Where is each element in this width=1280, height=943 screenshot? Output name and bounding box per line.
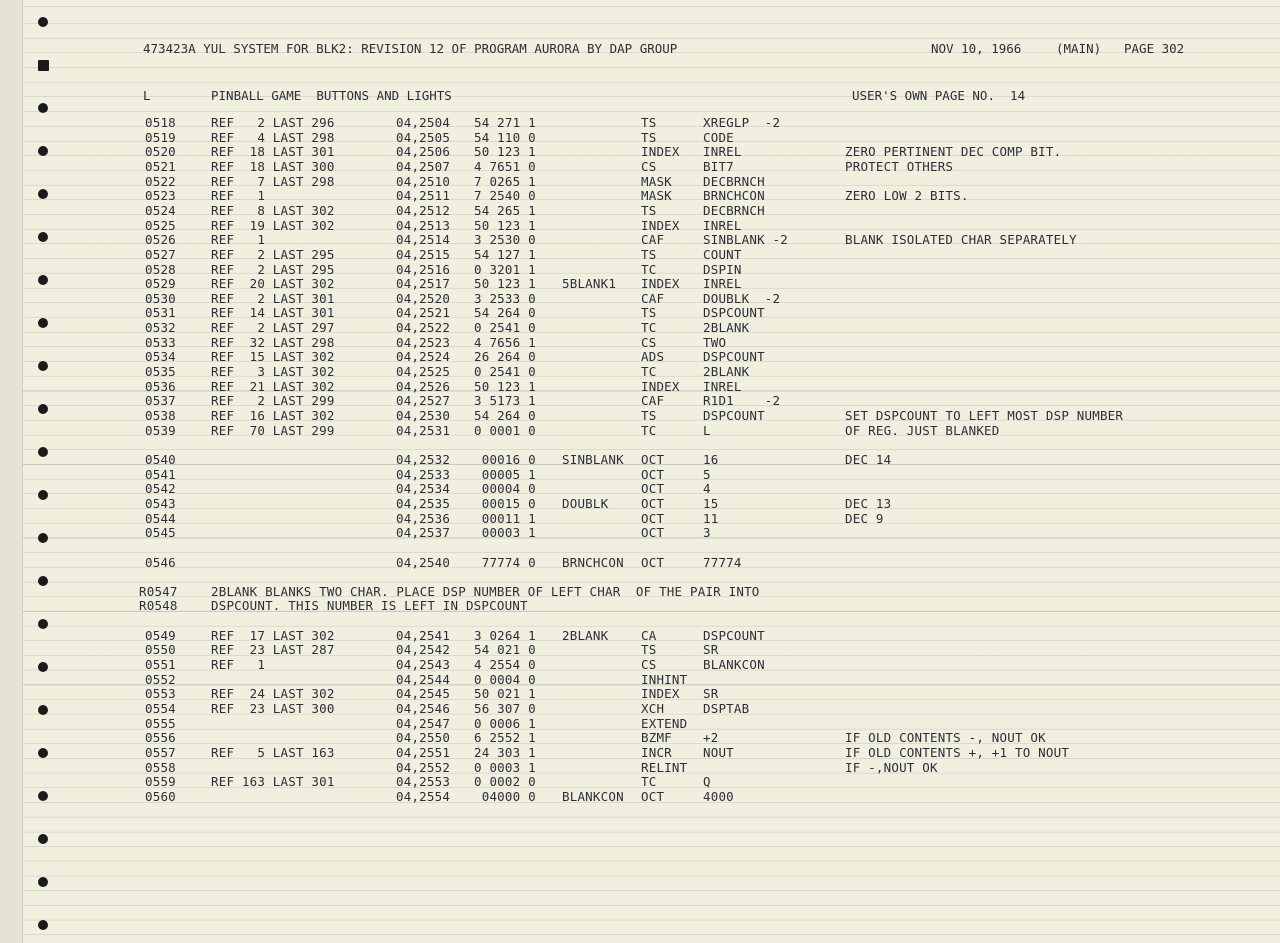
sprocket-hole-icon: [38, 189, 48, 199]
line-number: R0548: [139, 598, 178, 614]
object-code: 0 0004 0: [474, 671, 536, 687]
reference: REF 7 LAST 298: [211, 173, 335, 189]
sprocket-hole-icon: [38, 533, 48, 543]
line-number: 0545: [145, 525, 176, 541]
operand: DSPTAB: [703, 701, 750, 716]
line-number: 0556: [145, 730, 176, 746]
remark-text: 2BLANK BLANKS TWO CHAR. PLACE DSP NUMBER OF LEFT CHAR OF THE PAIR INTO: [211, 583, 760, 599]
operand: R1D1 -2: [703, 393, 781, 409]
operand: 4000: [703, 788, 734, 804]
address: 04,2544: [396, 671, 451, 687]
opcode: TS: [641, 202, 657, 218]
object-code: 00004 0: [474, 481, 536, 497]
line-number: R0547: [139, 583, 178, 599]
address: 04,2506: [396, 144, 451, 160]
reference: REF 15 LAST 302: [211, 349, 335, 365]
comment: DEC 9: [845, 510, 884, 526]
reference: REF 2 LAST 297: [211, 320, 335, 336]
address: 04,2532: [396, 451, 451, 467]
reference: REF 3 LAST 302: [211, 364, 335, 380]
address: 04,2527: [396, 393, 451, 409]
opcode: BZMF: [641, 730, 672, 746]
label: SINBLANK: [562, 451, 624, 467]
address: 04,2522: [396, 320, 451, 336]
reference: REF 1: [211, 188, 266, 204]
object-code: 54 021 0: [474, 642, 536, 658]
object-code: 4 7656 1: [474, 334, 536, 350]
object-code: 0 0006 1: [474, 715, 536, 731]
sprocket-hole-icon: [38, 404, 48, 414]
opcode: CS: [641, 334, 657, 350]
line-number: 0518: [145, 115, 176, 130]
operand: DSPCOUNT: [703, 349, 765, 365]
object-code: 50 123 1: [474, 276, 536, 292]
address: 04,2516: [396, 261, 451, 277]
header-section: (MAIN): [1056, 41, 1102, 56]
opcode: MASK: [641, 173, 672, 189]
address: 04,2520: [396, 290, 451, 306]
operand: L: [703, 422, 711, 438]
line-number: 0531: [145, 305, 176, 321]
line-number: 0525: [145, 217, 176, 233]
opcode: RELINT: [641, 759, 688, 775]
opcode: OCT: [641, 510, 665, 526]
operand: DECBRNCH: [703, 202, 765, 218]
opcode: TS: [641, 129, 657, 145]
operand: DSPCOUNT: [703, 305, 765, 321]
opcode: OCT: [641, 525, 665, 541]
line-number: 0551: [145, 657, 176, 673]
reference: REF 70 LAST 299: [211, 422, 335, 438]
reference: REF 18 LAST 301: [211, 144, 335, 160]
sprocket-hole-icon: [38, 146, 48, 156]
opcode: INDEX: [641, 144, 680, 160]
address: 04,2554: [396, 788, 451, 804]
reference: REF 20 LAST 302: [211, 276, 335, 292]
object-code: 7 0265 1: [474, 173, 536, 189]
address: 04,2535: [396, 495, 451, 511]
line-number: 0560: [145, 788, 176, 804]
address: 04,2547: [396, 715, 451, 731]
line-number: 0529: [145, 276, 176, 292]
operand: INREL: [703, 378, 742, 394]
comment: BLANK ISOLATED CHAR SEPARATELY: [845, 232, 1077, 248]
address: 04,2534: [396, 481, 451, 497]
opcode: XCH: [641, 701, 665, 716]
sprocket-hole-icon: [38, 275, 48, 285]
address: 04,2525: [396, 364, 451, 380]
user-page-number: USER'S OWN PAGE NO. 14: [852, 88, 1026, 103]
sprocket-hole-icon: [38, 361, 48, 371]
reference: REF 163 LAST 301: [211, 774, 335, 790]
opcode: OCT: [641, 451, 665, 467]
operand: DSPIN: [703, 261, 742, 277]
opcode: ADS: [641, 349, 665, 365]
operand: TWO: [703, 334, 727, 350]
line-number: 0534: [145, 349, 176, 365]
address: 04,2537: [396, 525, 451, 541]
comment: PROTECT OTHERS: [845, 158, 954, 174]
opcode: OCT: [641, 788, 665, 804]
opcode: MASK: [641, 188, 672, 204]
object-code: 77774 0: [474, 554, 536, 570]
reference: REF 18 LAST 300: [211, 158, 335, 174]
reference: REF 1: [211, 657, 266, 673]
sprocket-hole-icon: [38, 103, 48, 113]
line-number: 0521: [145, 158, 176, 174]
address: 04,2526: [396, 378, 451, 394]
object-code: 3 2533 0: [474, 290, 536, 306]
object-code: 50 123 1: [474, 217, 536, 233]
sprocket-hole-icon: [38, 791, 48, 801]
reference: REF 23 LAST 300: [211, 701, 335, 716]
object-code: 0 0002 0: [474, 774, 536, 790]
comment: IF OLD CONTENTS +, +1 TO NOUT: [845, 744, 1070, 760]
operand: COUNT: [703, 246, 742, 262]
address: 04,2551: [396, 744, 451, 760]
object-code: 00016 0: [474, 451, 536, 467]
object-code: 24 303 1: [474, 744, 536, 760]
opcode: INDEX: [641, 217, 680, 233]
label: BRNCHCON: [562, 554, 624, 570]
object-code: 54 110 0: [474, 129, 536, 145]
operand: INREL: [703, 144, 742, 160]
line-number: 0542: [145, 481, 176, 497]
line-number: 0546: [145, 554, 176, 570]
sprocket-hole-icon: [38, 447, 48, 457]
sprocket-hole-icon: [38, 17, 48, 27]
label: 5BLANK1: [562, 276, 617, 292]
line-number: 0520: [145, 144, 176, 160]
operand: 77774: [703, 554, 742, 570]
line-number: 0541: [145, 466, 176, 482]
line-number: 0537: [145, 393, 176, 409]
operand: SR: [703, 686, 719, 702]
reference: REF 2 LAST 295: [211, 246, 335, 262]
line-number: 0526: [145, 232, 176, 248]
line-number: 0543: [145, 495, 176, 511]
object-code: 00005 1: [474, 466, 536, 482]
opcode: CS: [641, 158, 657, 174]
object-code: 54 264 0: [474, 408, 536, 423]
line-number: 0557: [145, 744, 176, 760]
operand: SINBLANK -2: [703, 232, 788, 248]
address: 04,2533: [396, 466, 451, 482]
object-code: 54 265 1: [474, 202, 536, 218]
operand: NOUT: [703, 744, 734, 760]
line-number: 0538: [145, 408, 176, 423]
comment: SET DSPCOUNT TO LEFT MOST DSP NUMBER: [845, 408, 1124, 423]
sprocket-hole-icon: [38, 662, 48, 672]
address: 04,2521: [396, 305, 451, 321]
operand: XREGLP -2: [703, 115, 781, 130]
operand: DECBRNCH: [703, 173, 765, 189]
address: 04,2515: [396, 246, 451, 262]
opcode: TC: [641, 422, 657, 438]
reference: REF 19 LAST 302: [211, 217, 335, 233]
object-code: 56 307 0: [474, 701, 536, 716]
sprocket-hole-icon: [38, 576, 48, 586]
sprocket-hole-icon: [38, 920, 48, 930]
opcode: CAF: [641, 232, 665, 248]
opcode: TC: [641, 774, 657, 790]
line-number: 0519: [145, 129, 176, 145]
object-code: 0 2541 0: [474, 364, 536, 380]
comment: OF REG. JUST BLANKED: [845, 422, 1000, 438]
operand: DSPCOUNT: [703, 627, 765, 643]
object-code: 04000 0: [474, 788, 536, 804]
operand: CODE: [703, 129, 734, 145]
address: 04,2514: [396, 232, 451, 248]
line-number: 0535: [145, 364, 176, 380]
opcode: OCT: [641, 554, 665, 570]
address: 04,2550: [396, 730, 451, 746]
operand: DOUBLK -2: [703, 290, 781, 306]
address: 04,2536: [396, 510, 451, 526]
line-number: 0540: [145, 451, 176, 467]
opcode: TS: [641, 642, 657, 658]
operand: BRNCHCON: [703, 188, 765, 204]
reference: REF 1: [211, 232, 266, 248]
object-code: 54 264 0: [474, 305, 536, 321]
operand: 11: [703, 510, 719, 526]
comment: ZERO PERTINENT DEC COMP BIT.: [845, 144, 1062, 160]
reference: REF 2 LAST 296: [211, 115, 335, 130]
operand: 2BLANK: [703, 320, 750, 336]
operand: INREL: [703, 276, 742, 292]
opcode: INDEX: [641, 686, 680, 702]
reference: REF 24 LAST 302: [211, 686, 335, 702]
reference: REF 2 LAST 299: [211, 393, 335, 409]
address: 04,2552: [396, 759, 451, 775]
header-page-number: PAGE 302: [1124, 41, 1185, 56]
object-code: 00003 1: [474, 525, 536, 541]
line-number: 0555: [145, 715, 176, 731]
object-code: 50 021 1: [474, 686, 536, 702]
address: 04,2530: [396, 408, 451, 423]
operand: 5: [703, 466, 711, 482]
label: BLANKCON: [562, 788, 624, 804]
line-number: 0528: [145, 261, 176, 277]
operand: +2: [703, 730, 719, 746]
opcode: TC: [641, 261, 657, 277]
opcode: OCT: [641, 481, 665, 497]
line-number: 0549: [145, 627, 176, 643]
operand: DSPCOUNT: [703, 408, 765, 423]
opcode: OCT: [641, 466, 665, 482]
address: 04,2510: [396, 173, 451, 189]
line-number: 0536: [145, 378, 176, 394]
sprocket-hole-icon: [38, 877, 48, 887]
header-date: NOV 10, 1966: [931, 41, 1022, 56]
address: 04,2540: [396, 554, 451, 570]
opcode: TC: [641, 320, 657, 336]
opcode: TS: [641, 408, 657, 423]
operand: 16: [703, 451, 719, 467]
sprocket-hole-icon: [38, 490, 48, 500]
operand: 2BLANK: [703, 364, 750, 380]
operand: SR: [703, 642, 719, 658]
address: 04,2511: [396, 188, 451, 204]
line-number: 0522: [145, 173, 176, 189]
opcode: CA: [641, 627, 657, 643]
reference: REF 21 LAST 302: [211, 378, 335, 394]
opcode: INDEX: [641, 378, 680, 394]
tear-edge: [22, 0, 23, 943]
tractor-feed-margin: [0, 0, 22, 943]
remark-text: DSPCOUNT. THIS NUMBER IS LEFT IN DSPCOUNT: [211, 598, 528, 614]
object-code: 26 264 0: [474, 349, 536, 365]
opcode: TS: [641, 246, 657, 262]
operand: BIT7: [703, 158, 734, 174]
line-number: 0553: [145, 686, 176, 702]
object-code: 50 123 1: [474, 144, 536, 160]
address: 04,2545: [396, 686, 451, 702]
opcode: INHINT: [641, 671, 688, 687]
opcode: TC: [641, 364, 657, 380]
label: DOUBLK: [562, 495, 609, 511]
address: 04,2507: [396, 158, 451, 174]
line-number: 0539: [145, 422, 176, 438]
comment: IF OLD CONTENTS -, NOUT OK: [845, 730, 1046, 746]
line-number: 0558: [145, 759, 176, 775]
label: 2BLANK: [562, 627, 609, 643]
object-code: 3 2530 0: [474, 232, 536, 248]
address: 04,2504: [396, 115, 451, 130]
operand: 15: [703, 495, 719, 511]
object-code: 54 271 1: [474, 115, 536, 130]
address: 04,2524: [396, 349, 451, 365]
comment: IF -,NOUT OK: [845, 759, 938, 775]
reference: REF 17 LAST 302: [211, 627, 335, 643]
operand: Q: [703, 774, 711, 790]
object-code: 7 2540 0: [474, 188, 536, 204]
line-number: 0554: [145, 701, 176, 716]
address: 04,2546: [396, 701, 451, 716]
address: 04,2517: [396, 276, 451, 292]
address: 04,2505: [396, 129, 451, 145]
address: 04,2531: [396, 422, 451, 438]
reference: REF 23 LAST 287: [211, 642, 335, 658]
address: 04,2542: [396, 642, 451, 658]
reference: REF 16 LAST 302: [211, 408, 335, 423]
subheader-marker: L: [143, 88, 151, 103]
line-number: 0524: [145, 202, 176, 218]
opcode: TS: [641, 115, 657, 130]
reference: REF 2 LAST 301: [211, 290, 335, 306]
operand: 4: [703, 481, 711, 497]
address: 04,2512: [396, 202, 451, 218]
object-code: 3 5173 1: [474, 393, 536, 409]
header-title: 473423A YUL SYSTEM FOR BLK2: REVISION 12 OF PROGRAM AURORA BY DAP GROUP: [143, 41, 678, 56]
address: 04,2513: [396, 217, 451, 233]
sprocket-hole-icon: [38, 748, 48, 758]
address: 04,2553: [396, 774, 451, 790]
operand: INREL: [703, 217, 742, 233]
line-number: 0552: [145, 671, 176, 687]
sprocket-hole-icon: [38, 232, 48, 242]
object-code: 6 2552 1: [474, 730, 536, 746]
object-code: 0 0003 1: [474, 759, 536, 775]
opcode: INDEX: [641, 276, 680, 292]
reference: REF 32 LAST 298: [211, 334, 335, 350]
opcode: CS: [641, 657, 657, 673]
line-number: 0527: [145, 246, 176, 262]
line-number: 0532: [145, 320, 176, 336]
reference: REF 4 LAST 298: [211, 129, 335, 145]
line-number: 0530: [145, 290, 176, 306]
reference: REF 5 LAST 163: [211, 744, 335, 760]
object-code: 0 3201 1: [474, 261, 536, 277]
object-code: 0 2541 0: [474, 320, 536, 336]
sprocket-hole-icon: [38, 705, 48, 715]
opcode: EXTEND: [641, 715, 688, 731]
object-code: 4 2554 0: [474, 657, 536, 673]
comment: DEC 13: [845, 495, 892, 511]
comment: DEC 14: [845, 451, 892, 467]
reference: REF 14 LAST 301: [211, 305, 335, 321]
opcode: CAF: [641, 290, 665, 306]
opcode: INCR: [641, 744, 672, 760]
opcode: CAF: [641, 393, 665, 409]
sprocket-hole-icon: [38, 834, 48, 844]
object-code: 54 127 1: [474, 246, 536, 262]
reference: REF 2 LAST 295: [211, 261, 335, 277]
line-number: 0550: [145, 642, 176, 658]
operand: 3: [703, 525, 711, 541]
address: 04,2541: [396, 627, 451, 643]
line-number: 0544: [145, 510, 176, 526]
reference: REF 8 LAST 302: [211, 202, 335, 218]
object-code: 0 0001 0: [474, 422, 536, 438]
subheader-title: PINBALL GAME BUTTONS AND LIGHTS: [211, 88, 452, 103]
object-code: 00011 1: [474, 510, 536, 526]
line-number: 0523: [145, 188, 176, 204]
address: 04,2523: [396, 334, 451, 350]
sprocket-hole-icon: [38, 318, 48, 328]
operand: BLANKCON: [703, 657, 765, 673]
address: 04,2543: [396, 657, 451, 673]
object-code: 3 0264 1: [474, 627, 536, 643]
object-code: 50 123 1: [474, 378, 536, 394]
opcode: OCT: [641, 495, 665, 511]
line-number: 0559: [145, 774, 176, 790]
object-code: 4 7651 0: [474, 158, 536, 174]
line-number: 0533: [145, 334, 176, 350]
sprocket-hole-icon: [38, 619, 48, 629]
opcode: TS: [641, 305, 657, 321]
comment: ZERO LOW 2 BITS.: [845, 188, 969, 204]
sprocket-hole-icon: [38, 60, 49, 71]
object-code: 00015 0: [474, 495, 536, 511]
